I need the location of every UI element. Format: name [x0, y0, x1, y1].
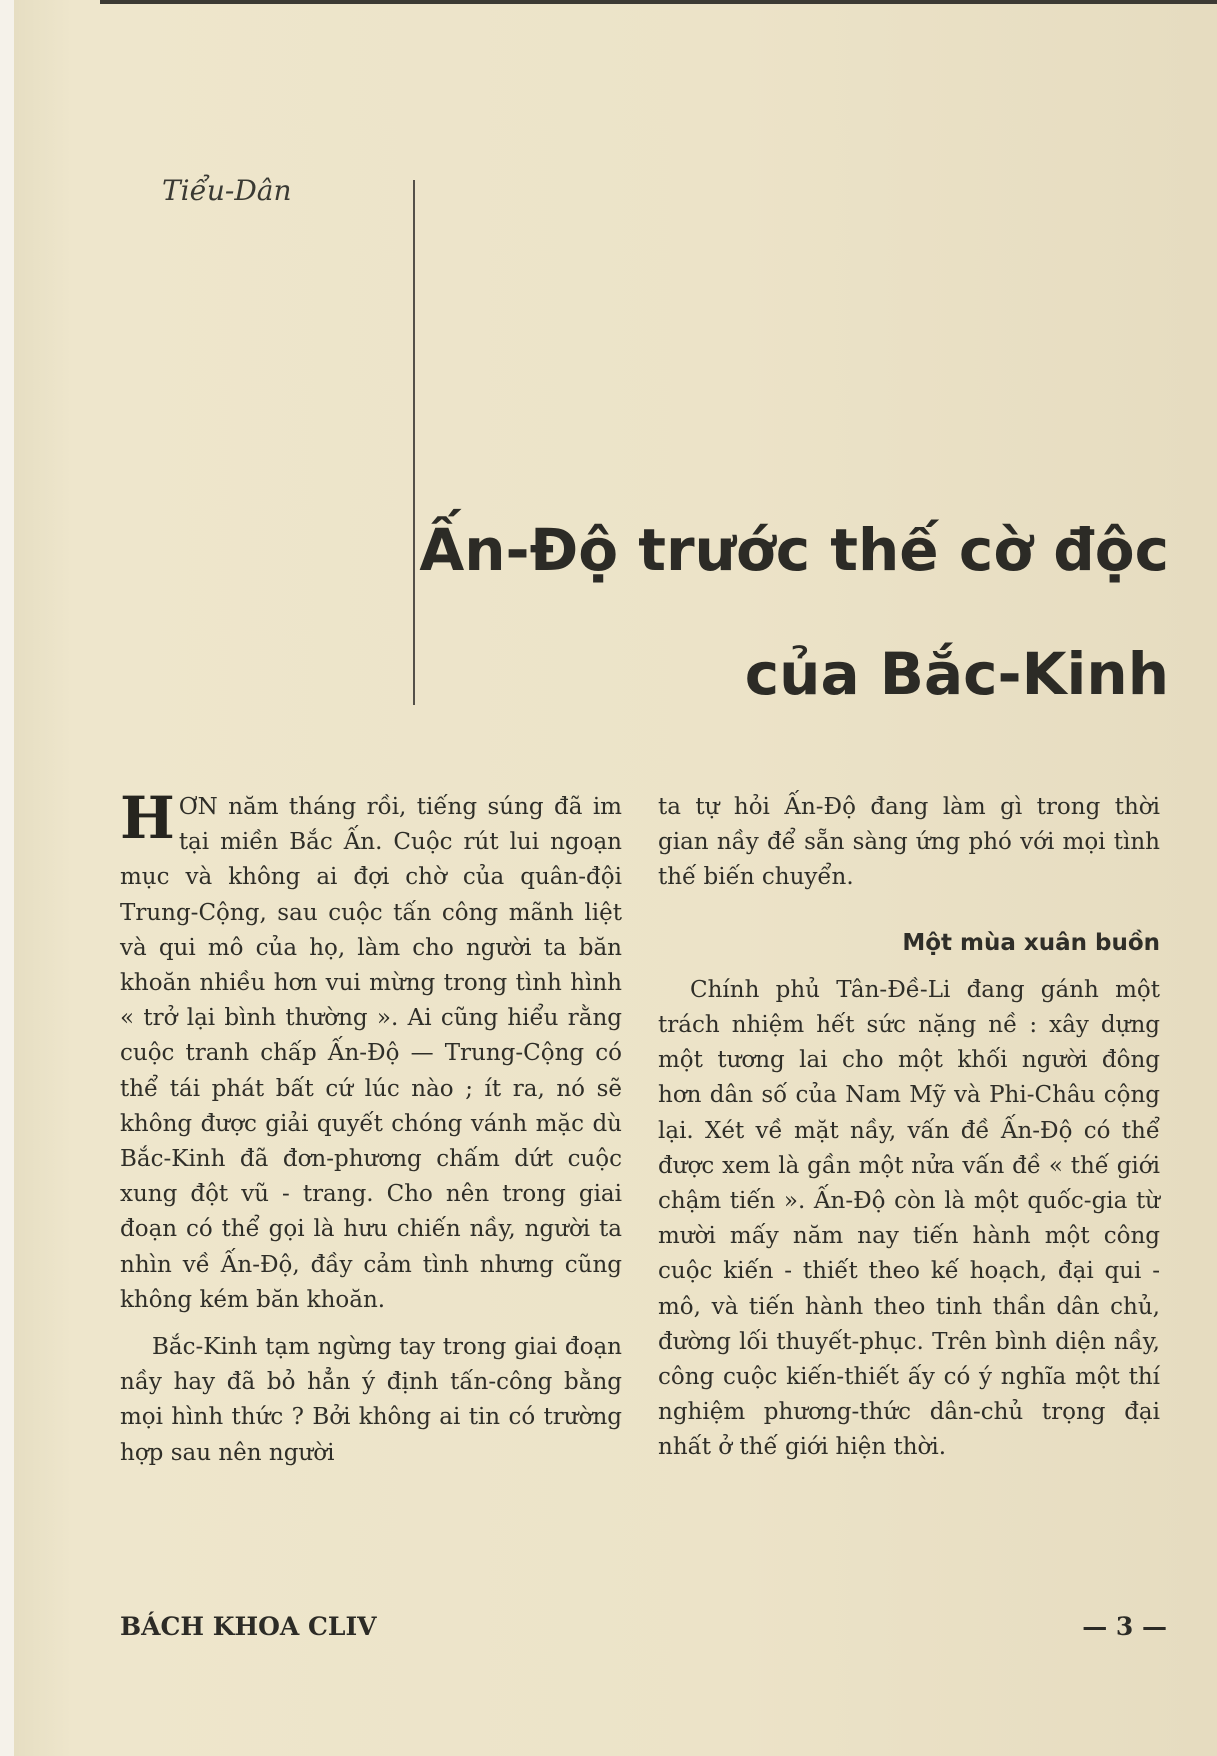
author-signature: Tiểu-Dân — [162, 174, 292, 207]
publication-name: BÁCH KHOA CLIV — [120, 1612, 377, 1641]
left-paragraph-2: Bắc-Kinh tạm ngừng tay trong giai đoạn nầy hay đã bỏ hẳn ý định tấn-công bằng mọi hình thức ? Bởi không ai tin có trường hợp sau nên người — [120, 1334, 622, 1466]
article-title-line-2: của Bắc-Kinh — [744, 640, 1169, 708]
article-title-line-1: Ấn-Độ trước thế cờ độc — [419, 516, 1169, 584]
right-column — [658, 790, 1160, 1466]
left-column — [120, 784, 622, 1471]
torn-left-edge — [0, 0, 14, 1756]
left-paragraph-1-text: năm tháng rồi, tiếng súng đã im tại miền Bắc Ấn. Cuộc rút lui ngoạn mục và không ai đợi chờ của quân-đội Trung-Cộng, sau cuộc tấn công mãnh liệt và qui mô của họ, làm cho người ta băn khoăn nhiều hơn vui mừng trong tình hình « trở lại bình thường ». Ai cũng hiểu rằng cuộc tranh chấp Ấn-Độ — Trung-Cộng có thể tái phát bất cứ lúc nào ; ít ra, nó sẽ không được giải quyết chóng vánh mặc dù Bắc-Kinh đã đơn-phương chấm dứt cuộc xung đột vũ - trang. Cho nên trong giai đoạn có thể gọi là hưu chiến nầy, người ta nhìn về Ấn-Độ, đầy cảm tình nhưng cũng không kém băn khoăn. — [120, 794, 622, 1313]
header-divider-line — [413, 180, 415, 705]
section-heading: Một mùa xuân buồn — [902, 929, 1160, 956]
top-border — [100, 0, 1217, 4]
first-word-rest: ƠN — [178, 794, 218, 820]
right-paragraph-1: ta tự hỏi Ấn-Độ đang làm gì trong thời gian nầy để sẵn sàng ứng phó với mọi tình thế biến chuyển. — [658, 794, 1160, 891]
page-number: — 3 — — [1082, 1612, 1167, 1641]
drop-cap: H — [120, 784, 175, 852]
left-paragraph-1 — [120, 784, 622, 1318]
right-paragraph-2: Chính phủ Tân-Đề-Li đang gánh một trách nhiệm hết sức nặng nề : xây dựng một tương lai cho một khối người đông hơn dân số của Nam Mỹ và Phi-Châu cộng lại. Xét về mặt nầy, vấn đề Ấn-Độ có thể được xem là gần một nửa vấn đề « thế giới chậm tiến ». Ấn-Độ còn là một quốc-gia từ mười mấy năm nay tiến hành một công cuộc kiến - thiết theo kế hoạch, đại qui - mô, và tiến hành theo tinh thần dân chủ, đường lối thuyết-phục. Trên bình diện nầy, công cuộc kiến-thiết ấy có ý nghĩa một thí nghiệm phương-thức dân-chủ trọng đại nhất ở thế giới hiện thời. — [658, 976, 1160, 1461]
